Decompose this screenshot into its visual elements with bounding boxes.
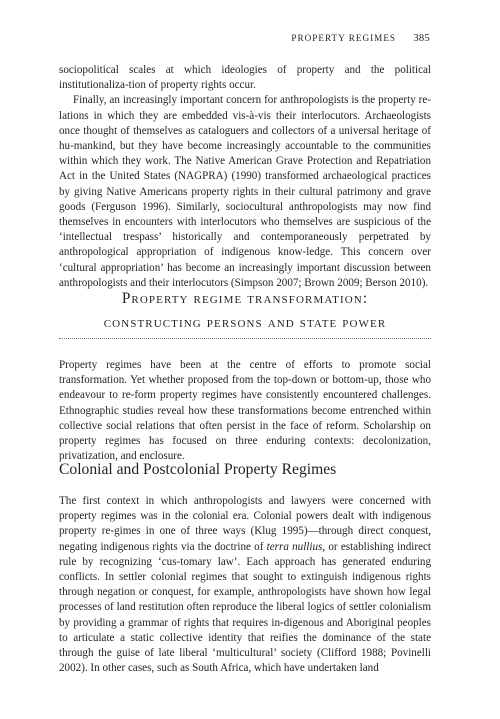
running-head-title: PROPERTY REGIMES [291,33,397,43]
line: that sought to extinguish indigenous rights through negation or conquest, for example, [59,571,431,599]
paragraph-colonial [59,494,431,676]
section-text [59,358,431,464]
line: tomary law’. Each approach has generated enduring conflicts. In settler colonial regimes [59,555,431,584]
line: that often persist in the face of reform. Scholarship on property regimes has focused on [59,419,431,448]
subsection-text [59,494,431,676]
section-heading-line-1: Property regime transformation: [121,290,369,307]
intro-text [59,63,431,291]
line: lations in which they are embedded vis-à-vis their interlocutors. Archaeologists once [59,109,431,137]
line: dominance of the state through the guise of late liberal ‘multicultural’ society (Clifford [59,631,431,660]
section-heading [59,287,431,335]
line: rights via the doctrine of [152,540,267,553]
line: three enduring contexts: decolonization, privatization, and enclosure. [59,435,431,463]
line: Americans property rights in their cultural patrimony and grave goods (Ferguson 1996). [59,185,431,213]
running-head [291,33,430,44]
section-divider [59,338,431,339]
line: mankind, but they have become increasingly accountable to the communities within [59,140,431,168]
line: gimes in one of three ways (Klug 1995)—through direct conquest, negating indigenous [59,525,431,553]
line: United States (NAGPRA) (1990) transformed archaeological practices by giving Native [59,170,431,198]
paragraph-archaeology [59,93,431,291]
line: Property regimes have been at the centre of efforts to promote social transformation. [59,359,431,387]
line: regimes was in the colonial era. Colonial powers dealt with indigenous property re- [59,510,431,538]
line: sociopolitical scales at which ideologies of property and the political institutionaliza- [59,64,431,92]
line: liberal logics of settler colonialism by providing a grammar of rights that requires in- [59,601,431,629]
line: tion of property rights occur. [128,79,256,92]
line: form property regimes have consistently encountered challenges. Ethnographic studies [59,389,431,417]
paragraph-transformation [59,358,431,464]
paragraph-continuation [59,63,431,93]
line: Similarly, sociocultural anthropologists may now find themselves in encounters with [59,200,432,229]
line: anthropologists have shown how legal processes of land restitution often reproduce the [59,586,431,614]
page-number: 385 [413,33,430,44]
line: 2009; Berson 2010). [337,276,429,289]
line: digenous and Aboriginal peoples to articulate a static collective identity that reifies the [59,616,431,644]
line: contemporaneously perpetrated by anthropological appropriation of indigenous know- [59,231,431,259]
subsection-heading: Colonial and Postcolonial Property Regimes [59,461,337,478]
line: interlocutors who themselves are suspicious of the ‘intellectual trespass’ historically and [59,216,431,244]
line: The first context in which anthropologists and lawyers were concerned with property [59,495,431,523]
italic-term: terra nullius [266,540,323,553]
line: reveal how these transformations become entrenched within collective social relations [59,404,432,432]
section-heading-line-2: constructing persons and state power [103,314,387,331]
line: ledge. This concern over ‘cultural appropriation’ has become an increasingly important [59,246,431,274]
line: discussion between anthropologists and their interlocutors (Simpson 2007; Brown [59,261,431,289]
line: Yet whether proposed from the top-down or bottom-up, those who endeavour to re- [59,374,431,402]
line: which they work. The Native American Grave Protection and Repatriation Act in the [59,155,431,183]
line: 1988; Povinelli 2002). In other cases, such as South Africa, which have undertaken land [59,647,432,675]
line: , or establishing indirect rule by recognizing ‘cus- [59,540,431,568]
line: Finally, an increasingly important concern for anthropologists is the property re- [73,94,431,107]
line: thought of themselves as cataloguers and collectors of a universal heritage of hu- [59,124,431,153]
